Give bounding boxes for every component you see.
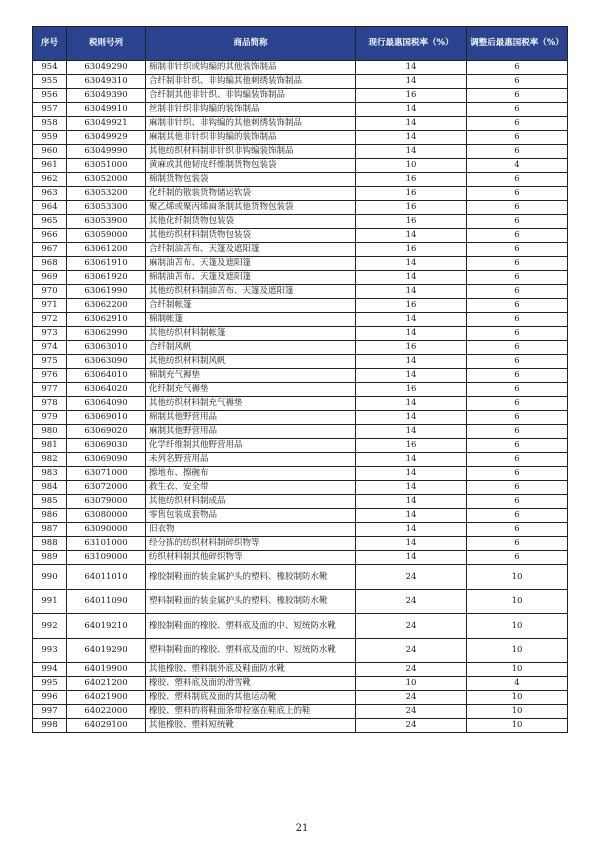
cell-name: 棉制非针织或钩编的其他装饰制品 <box>146 61 356 75</box>
cell-no: 995 <box>33 677 67 691</box>
cell-name: 其他纺织材料制货物包装袋 <box>146 229 356 243</box>
cell-new-rate: 6 <box>467 201 568 215</box>
cell-name: 其他纺织材料制成品 <box>146 495 356 509</box>
header-row <box>33 27 568 61</box>
cell-name: 棉制帐篷 <box>146 313 356 327</box>
table-row <box>33 481 568 495</box>
cell-no: 955 <box>33 75 67 89</box>
cell-name: 丝制非针织非钩编的装饰制品 <box>146 103 356 117</box>
cell-name: 麻制油苫布、天篷及遮阳篷 <box>146 257 356 271</box>
cell-new-rate: 6 <box>467 103 568 117</box>
cell-current-rate: 16 <box>356 173 467 187</box>
table-row <box>33 313 568 327</box>
cell-name: 合纤制帐篷 <box>146 299 356 313</box>
cell-code: 63061910 <box>67 257 146 271</box>
cell-current-rate: 16 <box>356 89 467 103</box>
cell-no: 957 <box>33 103 67 117</box>
cell-no: 966 <box>33 229 67 243</box>
cell-name: 塑料制鞋面的橡胶、塑料底及面的中、短统防水靴 <box>146 638 356 663</box>
cell-current-rate: 14 <box>356 523 467 537</box>
cell-no: 971 <box>33 299 67 313</box>
cell-no: 997 <box>33 705 67 719</box>
cell-name: 经分拣的纺织材料制碎织物等 <box>146 537 356 551</box>
cell-name: 纺织材料制其他碎织物等 <box>146 551 356 565</box>
cell-no: 991 <box>33 589 67 614</box>
table-row <box>33 187 568 201</box>
cell-new-rate: 6 <box>467 285 568 299</box>
cell-name: 未列名野营用品 <box>146 453 356 467</box>
cell-code: 64029100 <box>67 719 146 733</box>
cell-current-rate: 24 <box>356 565 467 590</box>
cell-current-rate: 14 <box>356 397 467 411</box>
cell-code: 63049910 <box>67 103 146 117</box>
cell-name: 化纤制充气褥垫 <box>146 383 356 397</box>
cell-no: 961 <box>33 159 67 173</box>
cell-current-rate: 14 <box>356 425 467 439</box>
cell-code: 63061990 <box>67 285 146 299</box>
cell-new-rate: 6 <box>467 425 568 439</box>
cell-no: 990 <box>33 565 67 590</box>
cell-name: 塑料制鞋面的装金属护头的塑料、橡胶制防水靴 <box>146 589 356 614</box>
cell-no: 992 <box>33 614 67 639</box>
cell-new-rate: 6 <box>467 411 568 425</box>
cell-current-rate: 24 <box>356 589 467 614</box>
cell-current-rate: 16 <box>356 439 467 453</box>
cell-name: 橡胶、塑料底及面的滑雪靴 <box>146 677 356 691</box>
table-row <box>33 467 568 481</box>
cell-code: 63049990 <box>67 145 146 159</box>
table-row <box>33 173 568 187</box>
cell-code: 64019290 <box>67 638 146 663</box>
table-row <box>33 257 568 271</box>
cell-current-rate: 16 <box>356 243 467 257</box>
cell-code: 63061920 <box>67 271 146 285</box>
cell-code: 63080000 <box>67 509 146 523</box>
cell-name: 其他纺织材料制充气褥垫 <box>146 397 356 411</box>
cell-new-rate: 6 <box>467 467 568 481</box>
cell-no: 959 <box>33 131 67 145</box>
cell-new-rate: 6 <box>467 117 568 131</box>
cell-current-rate: 14 <box>356 117 467 131</box>
table-row <box>33 327 568 341</box>
cell-no: 973 <box>33 327 67 341</box>
cell-new-rate: 6 <box>467 229 568 243</box>
table-row <box>33 495 568 509</box>
cell-current-rate: 16 <box>356 215 467 229</box>
cell-no: 994 <box>33 663 67 677</box>
cell-code: 63064090 <box>67 397 146 411</box>
cell-name: 合纤制其他非针织、非钩编装饰制品 <box>146 89 356 103</box>
cell-name: 合纤制风帆 <box>146 341 356 355</box>
cell-no: 986 <box>33 509 67 523</box>
cell-new-rate: 10 <box>467 589 568 614</box>
table-row <box>33 369 568 383</box>
cell-current-rate: 14 <box>356 481 467 495</box>
cell-new-rate: 6 <box>467 481 568 495</box>
cell-no: 985 <box>33 495 67 509</box>
cell-new-rate: 6 <box>467 439 568 453</box>
table-row <box>33 103 568 117</box>
cell-code: 63109000 <box>67 551 146 565</box>
header-no: 序号 <box>33 27 67 61</box>
table-row <box>33 551 568 565</box>
cell-code: 64019210 <box>67 614 146 639</box>
cell-new-rate: 6 <box>467 509 568 523</box>
cell-no: 976 <box>33 369 67 383</box>
table-row <box>33 719 568 733</box>
cell-current-rate: 14 <box>356 537 467 551</box>
table-row <box>33 341 568 355</box>
cell-new-rate: 6 <box>467 327 568 341</box>
cell-new-rate: 6 <box>467 369 568 383</box>
cell-code: 63071000 <box>67 467 146 481</box>
cell-no: 969 <box>33 271 67 285</box>
table-row <box>33 638 568 663</box>
cell-new-rate: 6 <box>467 397 568 411</box>
cell-name: 黄麻或其他韧皮纤维制货物包装袋 <box>146 159 356 173</box>
table-row <box>33 663 568 677</box>
table-row <box>33 453 568 467</box>
cell-code: 63049390 <box>67 89 146 103</box>
cell-new-rate: 6 <box>467 271 568 285</box>
cell-code: 63062990 <box>67 327 146 341</box>
cell-name: 其他化纤制货物包装袋 <box>146 215 356 229</box>
cell-current-rate: 16 <box>356 201 467 215</box>
cell-current-rate: 14 <box>356 369 467 383</box>
cell-new-rate: 6 <box>467 131 568 145</box>
cell-current-rate: 14 <box>356 355 467 369</box>
cell-no: 979 <box>33 411 67 425</box>
cell-code: 63049929 <box>67 131 146 145</box>
cell-no: 978 <box>33 397 67 411</box>
cell-code: 63063010 <box>67 341 146 355</box>
table-row <box>33 397 568 411</box>
cell-new-rate: 6 <box>467 355 568 369</box>
cell-current-rate: 14 <box>356 131 467 145</box>
cell-code: 64022000 <box>67 705 146 719</box>
cell-new-rate: 6 <box>467 341 568 355</box>
cell-current-rate: 14 <box>356 61 467 75</box>
cell-code: 63049290 <box>67 61 146 75</box>
cell-code: 63064020 <box>67 383 146 397</box>
cell-name: 橡胶、塑料制底及面的其他运动靴 <box>146 691 356 705</box>
table-row <box>33 89 568 103</box>
cell-current-rate: 24 <box>356 705 467 719</box>
cell-current-rate: 14 <box>356 551 467 565</box>
cell-name: 合纤制油苫布、天篷及遮阳篷 <box>146 243 356 257</box>
cell-code: 63051000 <box>67 159 146 173</box>
cell-name: 救生衣、安全带 <box>146 481 356 495</box>
cell-name: 其他橡胶、塑料短统靴 <box>146 719 356 733</box>
cell-code: 63049310 <box>67 75 146 89</box>
cell-code: 63069010 <box>67 411 146 425</box>
cell-code: 63062910 <box>67 313 146 327</box>
cell-name: 擦地布、擦碗布 <box>146 467 356 481</box>
cell-no: 993 <box>33 638 67 663</box>
cell-name: 旧衣物 <box>146 523 356 537</box>
cell-name: 橡胶制鞋面的装金属护头的塑料、橡胶制防水靴 <box>146 565 356 590</box>
cell-current-rate: 14 <box>356 411 467 425</box>
table-row <box>33 61 568 75</box>
cell-current-rate: 24 <box>356 638 467 663</box>
cell-name: 化纤制的散装货物储运软袋 <box>146 187 356 201</box>
cell-no: 980 <box>33 425 67 439</box>
cell-code: 63072000 <box>67 481 146 495</box>
cell-new-rate: 10 <box>467 638 568 663</box>
cell-no: 998 <box>33 719 67 733</box>
cell-code: 63069020 <box>67 425 146 439</box>
header-code: 税则号列 <box>67 27 146 61</box>
table-row <box>33 355 568 369</box>
cell-code: 63061200 <box>67 243 146 257</box>
cell-new-rate: 6 <box>467 313 568 327</box>
cell-no: 956 <box>33 89 67 103</box>
cell-new-rate: 6 <box>467 187 568 201</box>
cell-code: 63069090 <box>67 453 146 467</box>
table-row <box>33 159 568 173</box>
cell-current-rate: 14 <box>356 257 467 271</box>
cell-current-rate: 14 <box>356 75 467 89</box>
cell-current-rate: 24 <box>356 663 467 677</box>
cell-current-rate: 14 <box>356 313 467 327</box>
cell-name: 橡胶、塑料的将鞋面条带栓塞在鞋底上的鞋 <box>146 705 356 719</box>
cell-current-rate: 24 <box>356 691 467 705</box>
cell-current-rate: 14 <box>356 509 467 523</box>
cell-current-rate: 10 <box>356 677 467 691</box>
cell-no: 988 <box>33 537 67 551</box>
cell-new-rate: 6 <box>467 215 568 229</box>
cell-code: 64021900 <box>67 691 146 705</box>
cell-code: 63079000 <box>67 495 146 509</box>
cell-current-rate: 14 <box>356 453 467 467</box>
table-row <box>33 509 568 523</box>
cell-name: 其他橡胶、塑料制外底及鞋面防水靴 <box>146 663 356 677</box>
cell-new-rate: 6 <box>467 145 568 159</box>
cell-no: 983 <box>33 467 67 481</box>
cell-new-rate: 10 <box>467 719 568 733</box>
cell-current-rate: 16 <box>356 187 467 201</box>
cell-name: 零售包装成套物品 <box>146 509 356 523</box>
cell-current-rate: 14 <box>356 271 467 285</box>
cell-new-rate: 6 <box>467 453 568 467</box>
cell-no: 970 <box>33 285 67 299</box>
cell-no: 996 <box>33 691 67 705</box>
cell-no: 974 <box>33 341 67 355</box>
table-row <box>33 425 568 439</box>
cell-no: 975 <box>33 355 67 369</box>
cell-current-rate: 14 <box>356 467 467 481</box>
cell-name: 化学纤维制其他野营用品 <box>146 439 356 453</box>
cell-name: 棉制其他野营用品 <box>146 411 356 425</box>
cell-code: 63064010 <box>67 369 146 383</box>
cell-no: 962 <box>33 173 67 187</box>
table-row <box>33 523 568 537</box>
table-row <box>33 565 568 590</box>
cell-new-rate: 6 <box>467 89 568 103</box>
cell-no: 965 <box>33 215 67 229</box>
cell-code: 63101000 <box>67 537 146 551</box>
cell-code: 64011010 <box>67 565 146 590</box>
cell-name: 其他纺织材料制非针织非钩编装饰制品 <box>146 145 356 159</box>
cell-code: 63053900 <box>67 215 146 229</box>
cell-current-rate: 24 <box>356 719 467 733</box>
cell-current-rate: 10 <box>356 159 467 173</box>
cell-new-rate: 6 <box>467 173 568 187</box>
cell-no: 977 <box>33 383 67 397</box>
cell-name: 棉制油苫布、天篷及遮阳篷 <box>146 271 356 285</box>
cell-current-rate: 16 <box>356 299 467 313</box>
cell-new-rate: 10 <box>467 565 568 590</box>
cell-name: 棉制货物包装袋 <box>146 173 356 187</box>
header-current-rate: 现行最惠国税率（%） <box>356 27 467 61</box>
table-row <box>33 411 568 425</box>
cell-code: 64011090 <box>67 589 146 614</box>
page-number: 21 <box>295 823 309 834</box>
cell-code: 63059000 <box>67 229 146 243</box>
cell-code: 63069030 <box>67 439 146 453</box>
cell-no: 984 <box>33 481 67 495</box>
cell-name: 麻制其他野营用品 <box>146 425 356 439</box>
cell-code: 63052000 <box>67 173 146 187</box>
cell-current-rate: 14 <box>356 229 467 243</box>
cell-code: 63053300 <box>67 201 146 215</box>
cell-no: 954 <box>33 61 67 75</box>
cell-no: 989 <box>33 551 67 565</box>
header-name: 商品简称 <box>146 27 356 61</box>
table-row <box>33 691 568 705</box>
cell-current-rate: 14 <box>356 495 467 509</box>
cell-new-rate: 10 <box>467 691 568 705</box>
cell-name: 麻制非针织、非钩编的其他刺绣装饰制品 <box>146 117 356 131</box>
cell-code: 63049921 <box>67 117 146 131</box>
cell-code: 64021200 <box>67 677 146 691</box>
table-row <box>33 243 568 257</box>
cell-no: 982 <box>33 453 67 467</box>
table-row <box>33 145 568 159</box>
cell-current-rate: 14 <box>356 103 467 117</box>
cell-new-rate: 6 <box>467 523 568 537</box>
cell-new-rate: 6 <box>467 383 568 397</box>
cell-new-rate: 6 <box>467 257 568 271</box>
cell-new-rate: 6 <box>467 243 568 257</box>
table-row <box>33 117 568 131</box>
cell-new-rate: 10 <box>467 705 568 719</box>
cell-new-rate: 4 <box>467 159 568 173</box>
cell-current-rate: 14 <box>356 327 467 341</box>
cell-name: 其他纺织材料制帐篷 <box>146 327 356 341</box>
table-row <box>33 215 568 229</box>
cell-current-rate: 16 <box>356 383 467 397</box>
tariff-table <box>32 26 568 733</box>
table-row <box>33 677 568 691</box>
cell-new-rate: 6 <box>467 537 568 551</box>
table-row <box>33 589 568 614</box>
table-header <box>33 27 568 61</box>
cell-code: 63063090 <box>67 355 146 369</box>
cell-name: 其他纺织材料制油苫布、天篷及遮阳篷 <box>146 285 356 299</box>
cell-name: 橡胶制鞋面的橡胶、塑料底及面的中、短统防水靴 <box>146 614 356 639</box>
cell-no: 967 <box>33 243 67 257</box>
cell-code: 63053200 <box>67 187 146 201</box>
table-row <box>33 439 568 453</box>
cell-new-rate: 10 <box>467 663 568 677</box>
cell-no: 960 <box>33 145 67 159</box>
cell-name: 麻制其他非针织非钩编的装饰制品 <box>146 131 356 145</box>
cell-new-rate: 6 <box>467 75 568 89</box>
cell-no: 987 <box>33 523 67 537</box>
cell-current-rate: 16 <box>356 341 467 355</box>
cell-current-rate: 24 <box>356 614 467 639</box>
table-row <box>33 285 568 299</box>
cell-no: 963 <box>33 187 67 201</box>
table-row <box>33 229 568 243</box>
table-row <box>33 705 568 719</box>
table-row <box>33 537 568 551</box>
cell-new-rate: 10 <box>467 614 568 639</box>
cell-name: 其他纺织材料制风帆 <box>146 355 356 369</box>
cell-no: 958 <box>33 117 67 131</box>
cell-new-rate: 4 <box>467 677 568 691</box>
table-row <box>33 271 568 285</box>
cell-new-rate: 6 <box>467 551 568 565</box>
cell-name: 棉制充气褥垫 <box>146 369 356 383</box>
header-new-rate: 调整后最惠国税率（%） <box>467 27 568 61</box>
table-row <box>33 201 568 215</box>
table-body <box>33 61 568 733</box>
cell-code: 63062200 <box>67 299 146 313</box>
cell-code: 64019900 <box>67 663 146 677</box>
cell-current-rate: 14 <box>356 145 467 159</box>
cell-current-rate: 14 <box>356 285 467 299</box>
cell-no: 964 <box>33 201 67 215</box>
cell-new-rate: 6 <box>467 61 568 75</box>
cell-no: 981 <box>33 439 67 453</box>
cell-name: 合纤制非针织、非钩编其他刺绣装饰制品 <box>146 75 356 89</box>
table-row <box>33 383 568 397</box>
cell-new-rate: 6 <box>467 299 568 313</box>
cell-code: 63090000 <box>67 523 146 537</box>
table-row <box>33 131 568 145</box>
table-row <box>33 75 568 89</box>
cell-no: 972 <box>33 313 67 327</box>
table-row <box>33 614 568 639</box>
cell-no: 968 <box>33 257 67 271</box>
cell-name: 聚乙烯或聚丙烯扁条制其他货物包装袋 <box>146 201 356 215</box>
cell-new-rate: 6 <box>467 495 568 509</box>
table-row <box>33 299 568 313</box>
